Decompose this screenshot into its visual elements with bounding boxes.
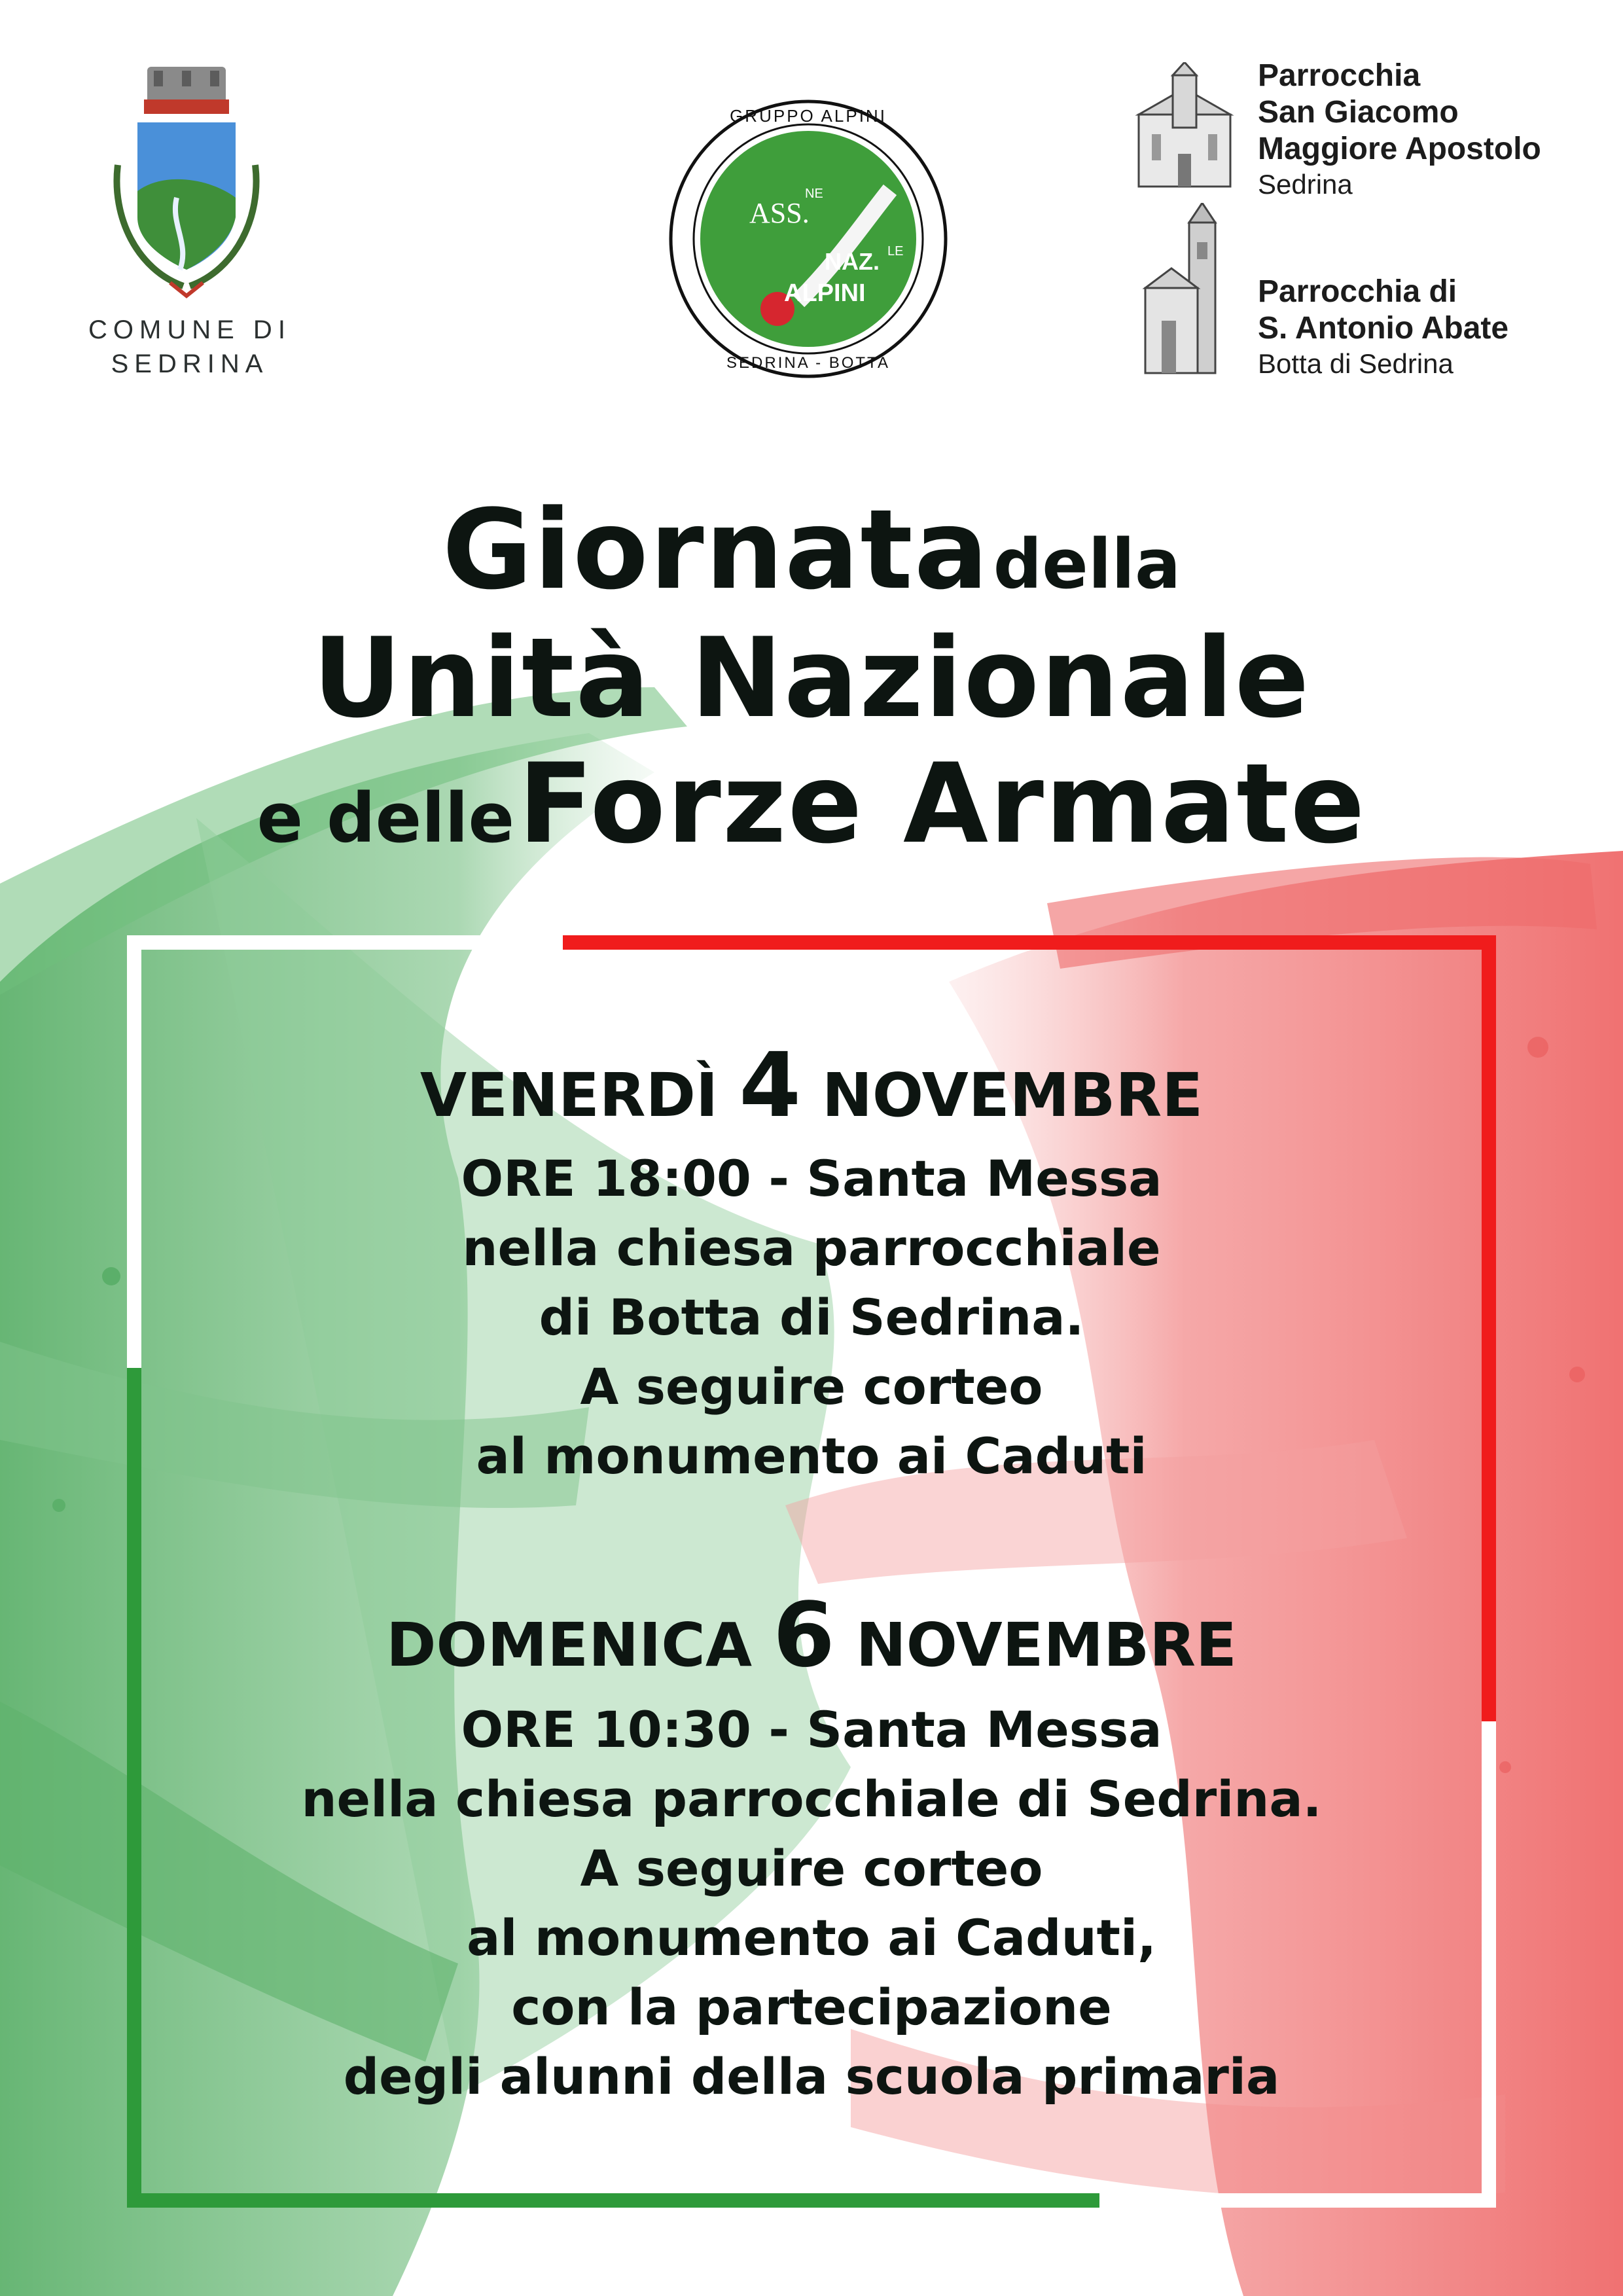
event2-day: 6	[773, 1584, 835, 1687]
parish2-line1: Parrocchia di	[1258, 274, 1457, 309]
parish-san-giacomo	[1258, 58, 1541, 202]
badge-ring-bottom: SEDRINA - BOTTA	[726, 354, 890, 372]
event2-line: degli alunni della scuola primaria	[343, 2047, 1280, 2106]
badge-alpini: ALPINI	[784, 279, 866, 307]
badge-le: LE	[887, 244, 904, 259]
event1-month: NOVEMBRE	[821, 1060, 1204, 1130]
event2-weekday: DOMENICA	[386, 1610, 753, 1680]
comune-line2: SEDRINA	[111, 350, 269, 378]
parish1-line3: Maggiore Apostolo	[1258, 132, 1541, 166]
event2-line: nella chiesa parrocchiale di Sedrina.	[301, 1770, 1322, 1828]
event1-line: A seguire corteo	[580, 1357, 1043, 1416]
church-sant-antonio-icon	[1142, 203, 1234, 376]
event1-line: di Botta di Sedrina.	[539, 1288, 1084, 1346]
title-giornata: Giornata	[442, 486, 990, 614]
comune-line1: COMUNE DI	[88, 315, 291, 344]
event2-line: ORE 10:30 - Santa Messa	[461, 1700, 1162, 1759]
title-line1	[0, 486, 1623, 614]
parish1-line2: San Giacomo	[1258, 95, 1459, 130]
badge-ne: NE	[805, 187, 823, 201]
badge-ass: ASS.	[749, 197, 810, 229]
event2-date	[0, 1584, 1623, 1687]
title-line3	[0, 740, 1623, 868]
title-della: della	[993, 524, 1181, 604]
event1-date	[0, 1034, 1623, 1138]
event1-day: 4	[739, 1034, 801, 1138]
parish2-line2: S. Antonio Abate	[1258, 311, 1509, 346]
event2-line: con la partecipazione	[511, 1978, 1112, 2036]
parish1-line4: Sedrina	[1258, 169, 1353, 200]
parish1-line1: Parrocchia	[1258, 58, 1421, 93]
event2-month: NOVEMBRE	[855, 1610, 1237, 1680]
event1-line: nella chiesa parrocchiale	[462, 1219, 1161, 1277]
comune-label	[79, 313, 301, 381]
event1-line: ORE 18:00 - Santa Messa	[461, 1149, 1162, 1208]
badge-ring-top: GRUPPO ALPINI	[730, 106, 887, 126]
event2-line: al monumento ai Caduti,	[467, 1909, 1156, 1967]
church-san-giacomo-icon	[1126, 62, 1243, 193]
event1-weekday: VENERDÌ	[419, 1060, 719, 1130]
title-line2	[0, 614, 1623, 742]
parish-sant-antonio	[1258, 274, 1508, 381]
title-unita-nazionale: Unità Nazionale	[312, 614, 1311, 742]
title-forze-armate: Forze Armate	[518, 740, 1366, 868]
badge-naz: NAZ.	[825, 248, 880, 275]
parish2-line3: Botta di Sedrina	[1258, 348, 1454, 379]
event2-line: A seguire corteo	[580, 1839, 1043, 1897]
title-e-delle: e delle	[257, 778, 514, 858]
comune-coat-of-arms-icon	[98, 60, 275, 302]
event1-line: al monumento ai Caduti	[476, 1427, 1147, 1485]
alpini-badge	[668, 98, 949, 380]
